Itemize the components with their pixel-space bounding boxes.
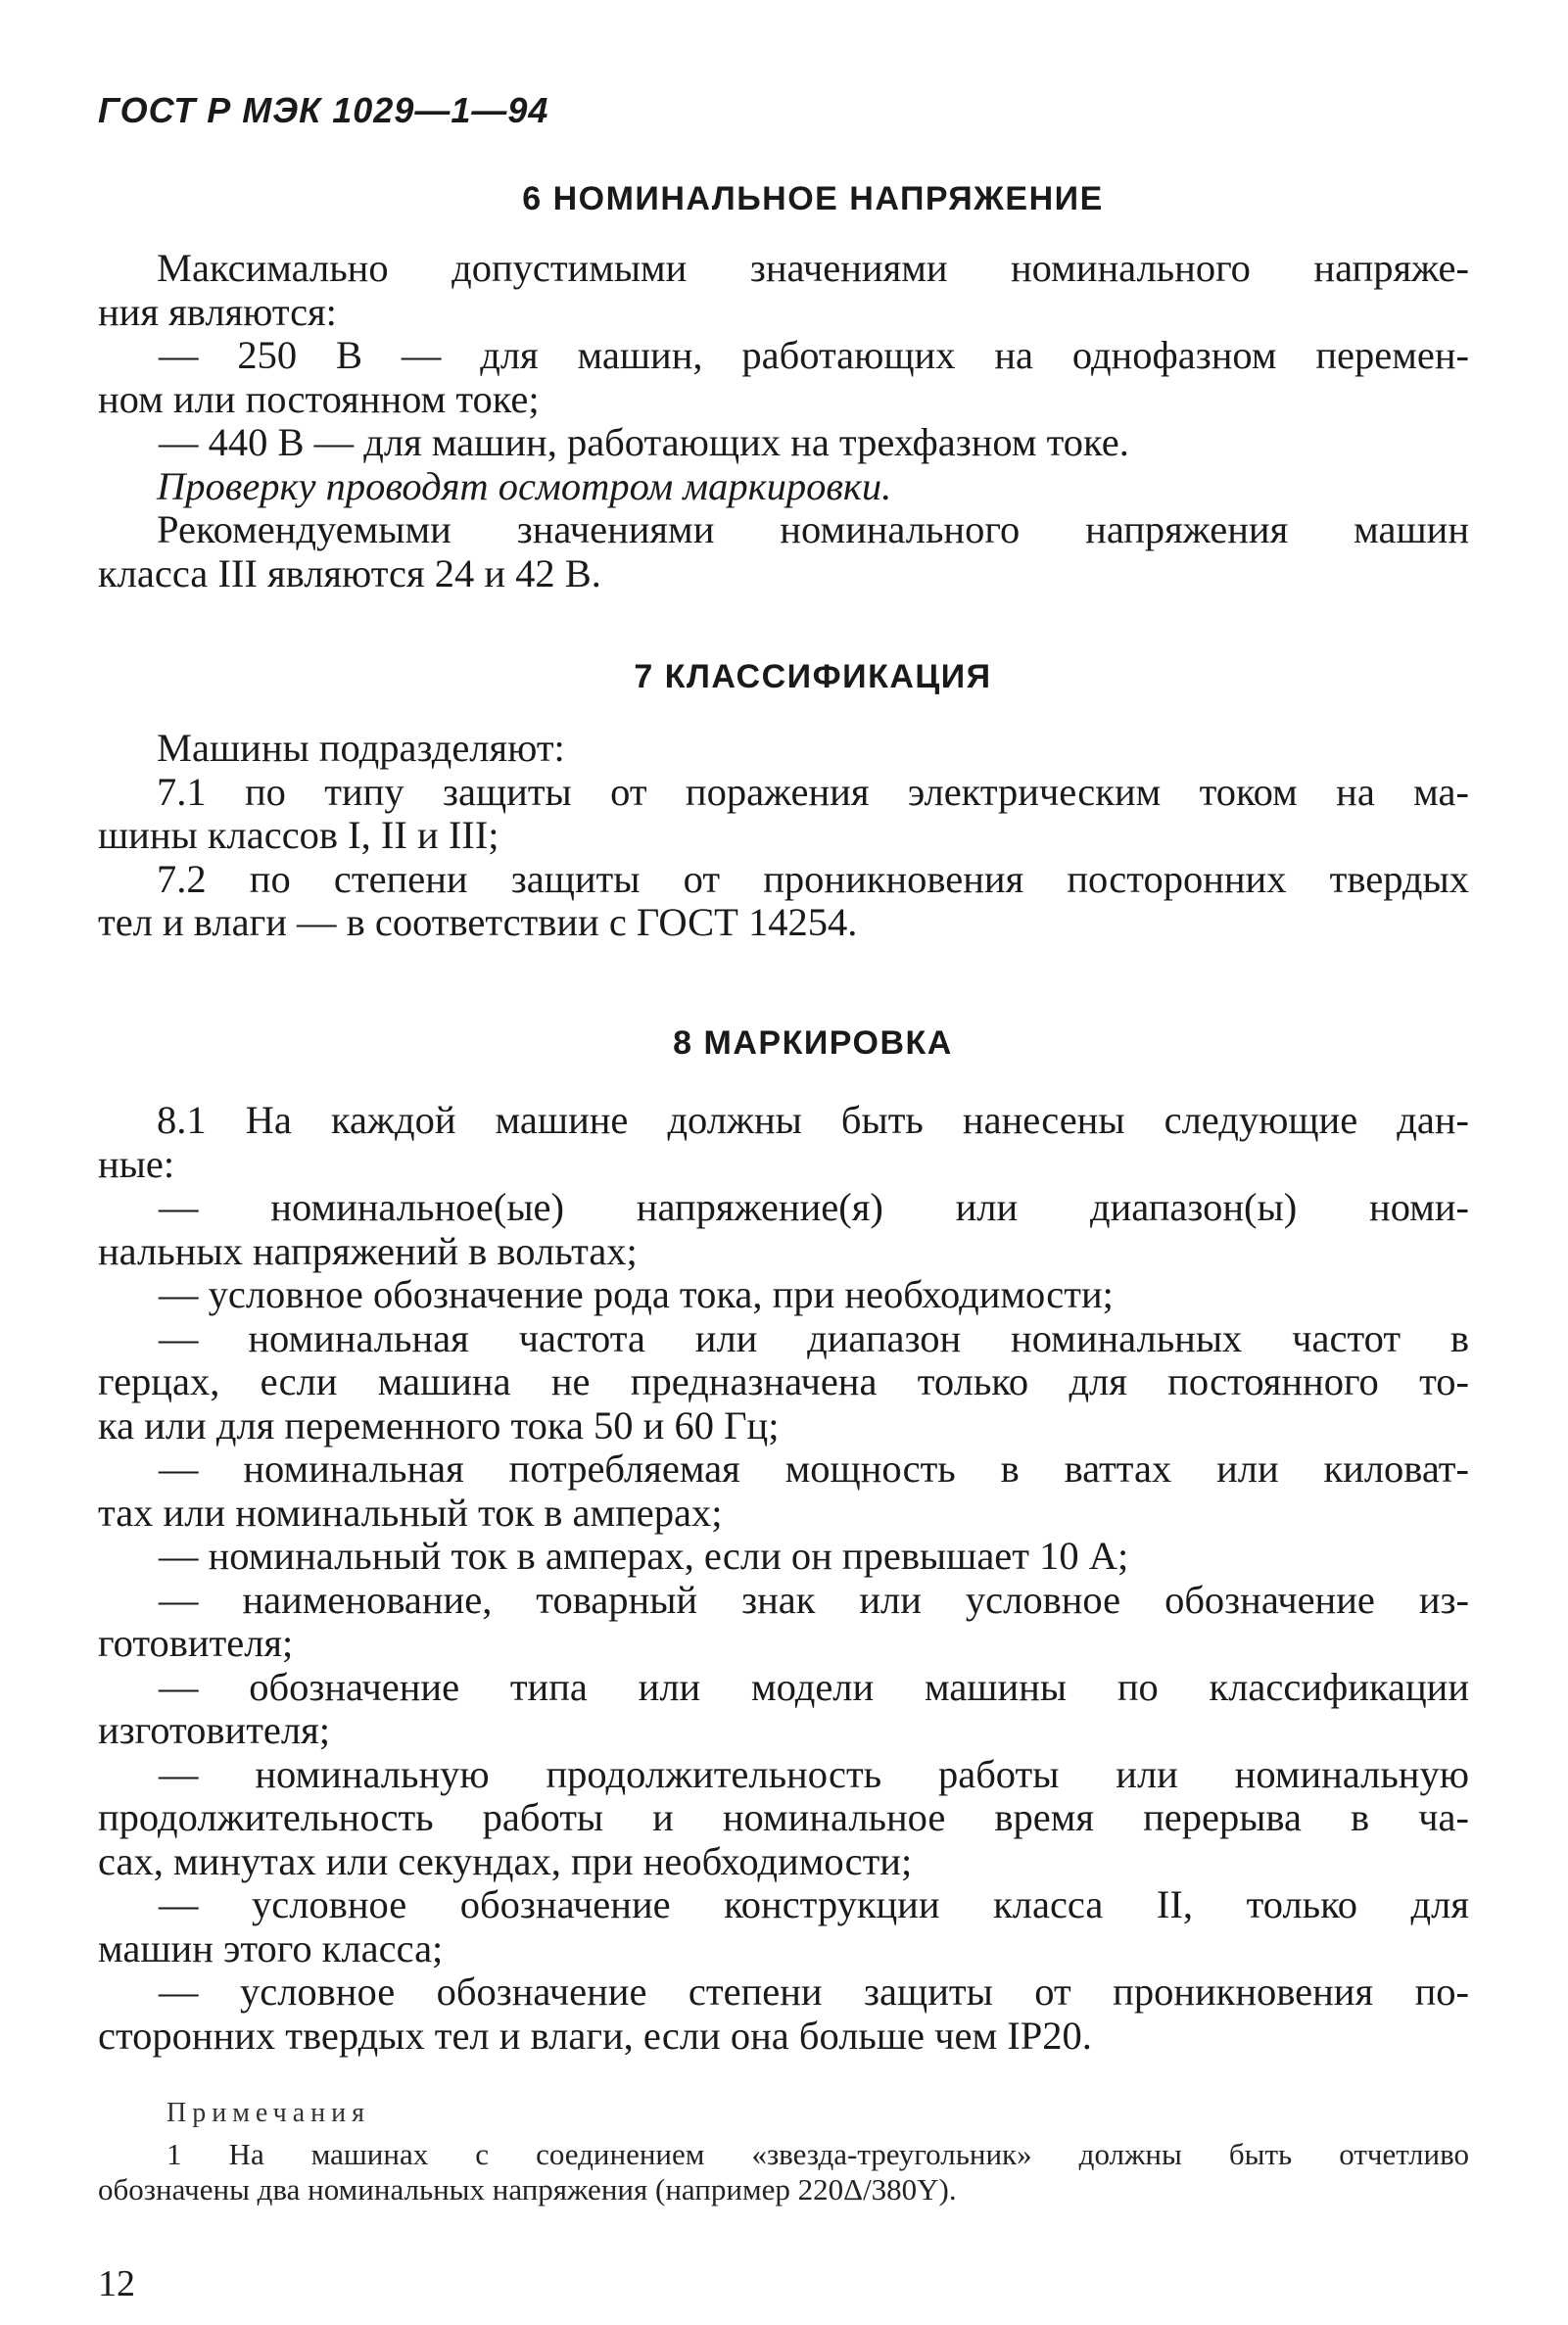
section-8-body <box>98 1099 1469 2058</box>
section-8-line: — номинальная потребляемая мощность в ваттах или киловат- <box>159 1447 1469 1491</box>
section-6-body <box>98 247 1469 595</box>
section-8-line: — обозначение типа или модели машины по классификации <box>159 1664 1469 1709</box>
section-8-line: готовителя; <box>98 1621 294 1665</box>
section-8-line: нальных напряжений в вольтах; <box>98 1228 638 1273</box>
section-8-line: — условное обозначение степени защиты от проникновения по- <box>159 1969 1469 2014</box>
section-6-line: ния являются: <box>98 289 337 334</box>
section-6-line: класса III являются 24 и 42 В. <box>98 550 601 595</box>
section-8-line: — наименование, товарный знак или условное обозначение из- <box>159 1577 1469 1622</box>
section-8-heading: 8 МАРКИРОВКА <box>673 1024 953 1062</box>
section-7-body <box>98 727 1469 945</box>
section-6-line: Рекомендуемыми значениями номинального напряжения машин <box>157 507 1469 551</box>
section-8-line: — номинальная частота или диапазон номинальных частот в <box>159 1315 1469 1360</box>
notes-body <box>98 2137 1469 2207</box>
section-8-line: — условное обозначение рода тока, при необходимости; <box>159 1272 1114 1316</box>
section-7-heading: 7 КЛАССИФИКАЦИЯ <box>634 658 992 695</box>
section-6-line: ном или постоянном токе; <box>98 376 540 421</box>
section-7-line: шины классов I, II и III; <box>98 813 499 857</box>
section-8-line: герцах, если машина не предназначена только для постоянного то- <box>98 1359 1469 1403</box>
section-6-line: — 440 В — для машин, работающих на трехфазном токе. <box>159 420 1129 464</box>
section-8-line: ные: <box>98 1141 175 1186</box>
note-line: обозначены два номинальных напряжения (например 220Δ/380Y). <box>98 2172 957 2206</box>
section-8-line: 8.1 На каждой машине должны быть нанесены следующие дан- <box>157 1098 1469 1142</box>
section-7-line: Машины подразделяют: <box>157 726 565 770</box>
section-8-line: ка или для переменного тока 50 и 60 Гц; <box>98 1402 780 1447</box>
section-8-line: изготовителя; <box>98 1708 330 1752</box>
section-6-line: Максимально допустимыми значениями номинального напряже- <box>157 246 1469 290</box>
section-8-line: машин этого класса; <box>98 1925 444 1970</box>
section-8-line: — условное обозначение конструкции класса II, только для <box>159 1882 1469 1926</box>
notes-title: Примечания <box>166 2098 371 2128</box>
section-8-line: сах, минутах или секундах, при необходимости; <box>98 1838 913 1883</box>
section-8-line: сторонних твердых тел и влаги, если она больше чем IP20. <box>98 2013 1092 2058</box>
section-8-line: — номинальный ток в амперах, если он превышает 10 А; <box>159 1534 1129 1578</box>
section-7-line: 7.1 по типу защиты от поражения электрическим током на ма- <box>157 769 1469 814</box>
section-8-line: — номинальное(ые) напряжение(я) или диапазон(ы) номи- <box>159 1185 1469 1229</box>
section-8-line: тах или номинальный ток в амперах; <box>98 1490 723 1535</box>
section-8-line: продолжительность работы и номинальное время перерыва в ча- <box>98 1795 1469 1839</box>
section-6-check-note: Проверку проводят осмотром маркировки. <box>157 463 892 508</box>
section-7-line: тел и влаги — в соответствии с ГОСТ 14254. <box>98 900 858 944</box>
section-7-line: 7.2 по степени защиты от проникновения посторонних твердых <box>157 856 1469 901</box>
note-line: 1 На машинах с соединением «звезда-треугольник» должны быть отчетливо <box>166 2137 1469 2171</box>
section-8-line: — номинальную продолжительность работы или номинальную <box>159 1751 1469 1796</box>
section-6-line: — 250 В — для машин, работающих на однофазном перемен- <box>159 333 1469 377</box>
document-header: ГОСТ Р МЭК 1029—1—94 <box>98 90 549 130</box>
section-6-heading: 6 НОМИНАЛЬНОЕ НАПРЯЖЕНИЕ <box>522 180 1104 217</box>
page-number: 12 <box>98 2263 135 2304</box>
